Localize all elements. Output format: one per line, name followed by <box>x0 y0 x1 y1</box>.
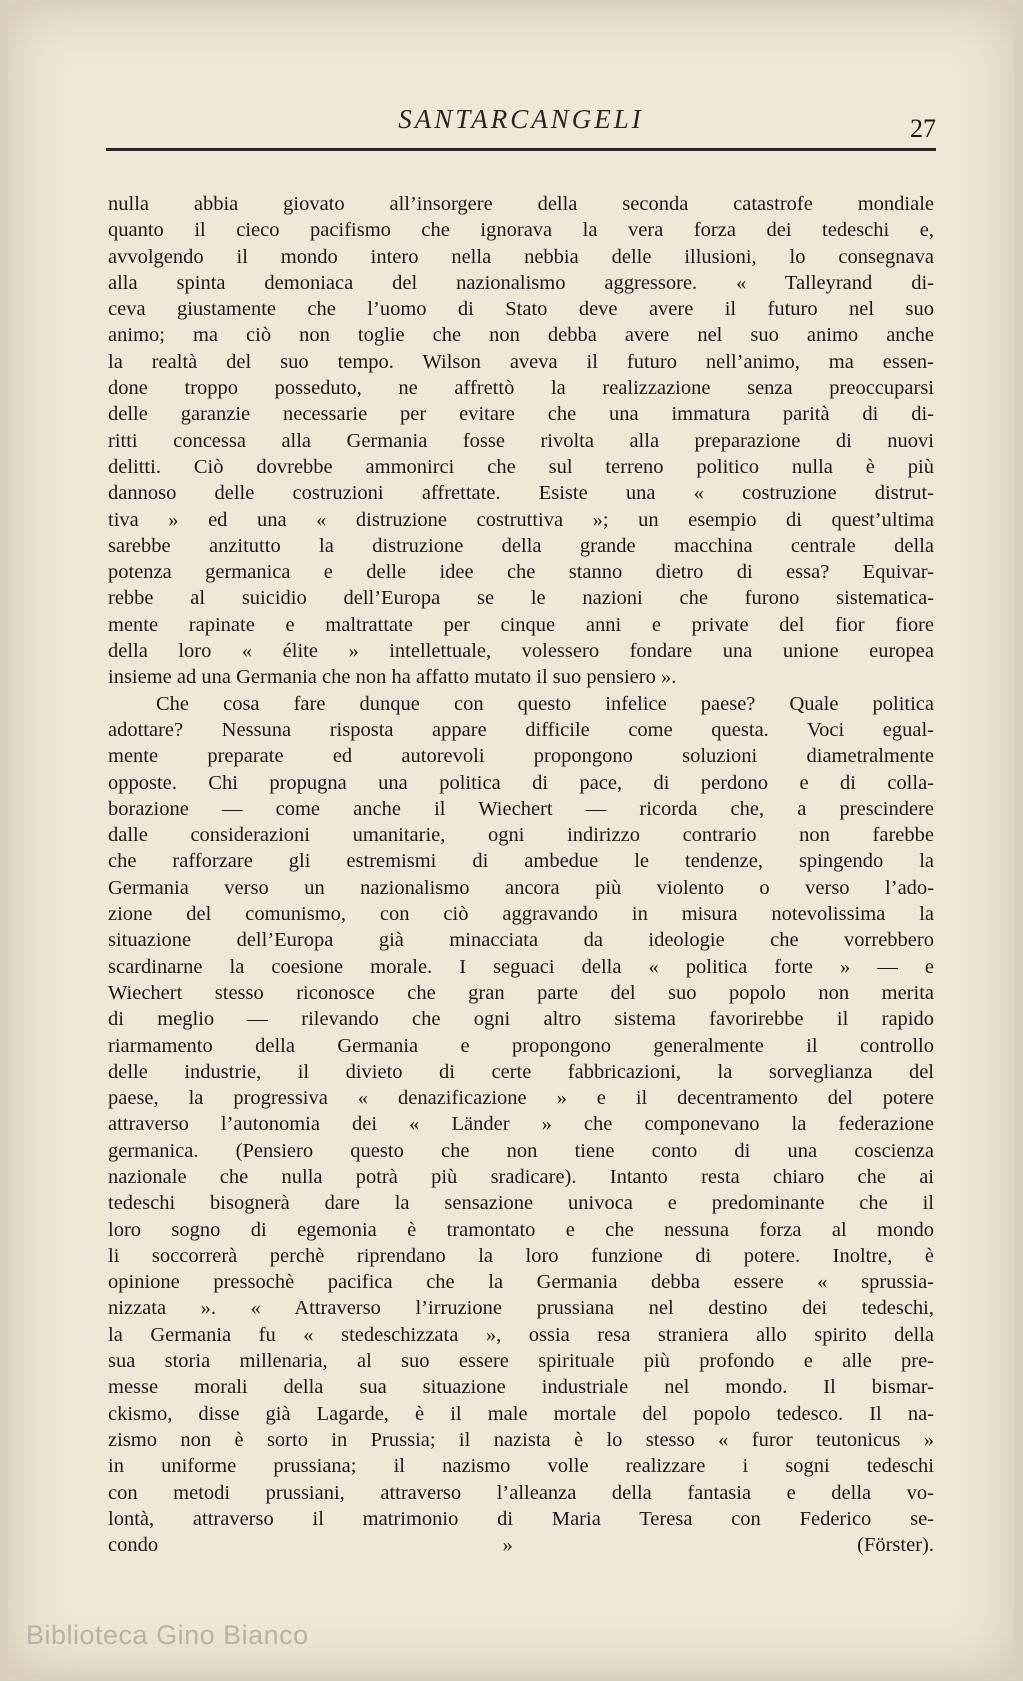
text-line: situazione dell’Europa già minacciata da ideologie che vorrebbero <box>108 929 934 952</box>
text-line: germanica. (Pensiero questo che non tiene conto di una coscienza <box>108 1139 934 1162</box>
text-line: lontà, attraverso il matrimonio di Maria Teresa con Federico se- <box>108 1507 934 1530</box>
text-line: Che cosa fare dunque con questo infelice paese? Quale politica <box>156 692 934 715</box>
text-line: potenza germanica e delle idee che stanno dietro di essa? Equivar- <box>108 561 934 584</box>
text-line: insieme ad una Germania che non ha affatto mutato il suo pensiero ». <box>108 666 677 689</box>
text-line: nulla abbia giovato all’insorgere della seconda catastrofe mondiale <box>108 193 934 215</box>
text-line: che rafforzare gli estremismi di ambedue le tendenze, spingendo la <box>108 850 934 873</box>
text-line: nizzata ». « Attraverso l’irruzione prussiana nel destino dei tedeschi, <box>108 1297 934 1320</box>
text-line: quanto il cieco pacifismo che ignorava la vera forza dei tedeschi e, <box>108 219 934 242</box>
text-line: zismo non è sorto in Prussia; il nazista è lo stesso « furor teutonicus » <box>108 1428 934 1451</box>
text-line: rebbe al suicidio dell’Europa se le nazioni che furono sistematica- <box>108 587 934 610</box>
text-line: avvolgendo il mondo intero nella nebbia delle illusioni, lo consegnava <box>108 245 934 268</box>
text-line: nazionale che nulla potrà più sradicare). Intanto resta chiaro che ai <box>108 1165 934 1188</box>
text-line: opposte. Chi propugna una politica di pace, di perdono e di colla- <box>108 771 934 794</box>
text-line: mente rapinate e maltrattate per cinque anni e private del fior fiore <box>108 613 934 636</box>
text-line: zione del comunismo, con ciò aggravando in misura notevolissima la <box>108 903 934 926</box>
text-line: paese, la progressiva « denazificazione » e il decentramento del potere <box>108 1087 934 1110</box>
text-line: delle industrie, il divieto di certe fabbricazioni, la sorveglianza del <box>108 1060 934 1083</box>
running-title: SANTARCANGELI <box>398 104 644 134</box>
book-page <box>8 6 1014 1674</box>
text-line: messe morali della sua situazione industriale nel mondo. Il bismar- <box>108 1376 934 1399</box>
text-line: Germania verso un nazionalismo ancora più violento o verso l’ado- <box>108 876 934 899</box>
text-line: riarmamento della Germania e propongono generalmente il controllo <box>108 1034 934 1057</box>
running-head <box>106 102 936 146</box>
text-line: animo; ma ciò non toglie che non debba avere nel suo animo anche <box>108 324 934 347</box>
header-rule <box>106 148 936 151</box>
text-line: con metodi prussiani, attraverso l’alleanza della fantasia e della vo- <box>108 1481 934 1504</box>
text-line: mente preparate ed autorevoli propongono soluzioni diametralmente <box>108 745 934 768</box>
text-line: borazione — come anche il Wiechert — ricorda che, a prescindere <box>108 797 934 820</box>
text-line: ckismo, disse già Lagarde, è il male mortale del popolo tedesco. Il na- <box>108 1402 934 1425</box>
text-line: delitti. Ciò dovrebbe ammonirci che sul terreno politico nulla è più <box>108 455 934 478</box>
watermark: Biblioteca Gino Bianco <box>26 1620 309 1650</box>
text-line: sarebbe anzitutto la distruzione della grande macchina centrale della <box>108 534 934 557</box>
text-line: delle garanzie necessarie per evitare che una immatura parità di di- <box>108 403 934 426</box>
text-line: attraverso l’autonomia dei « Länder » che componevano la federazione <box>108 1113 934 1136</box>
text-line: alla spinta demoniaca del nazionalismo aggressore. « Talleyrand di- <box>108 271 934 294</box>
text-line: ritti concessa alla Germania fosse rivolta alla preparazione di nuovi <box>108 429 934 452</box>
text-line: di meglio — rilevando che ogni altro sistema favorirebbe il rapido <box>108 1008 934 1031</box>
text-line: ceva giustamente che l’uomo di Stato deve avere il futuro nel suo <box>108 298 934 321</box>
text-line: sua storia millenaria, al suo essere spirituale più profondo e alle pre- <box>108 1350 934 1373</box>
text-line: della loro « élite » intellettuale, volessero fondare una unione europea <box>108 640 934 663</box>
text-line: li soccorrerà perchè riprendano la loro funzione di potere. Inoltre, è <box>108 1244 934 1267</box>
page-number: 27 <box>910 114 936 143</box>
text-line: la realtà del suo tempo. Wilson aveva il futuro nell’animo, ma essen- <box>108 350 934 373</box>
text-line: dalle considerazioni umanitarie, ogni indirizzo contrario non farebbe <box>108 824 934 847</box>
text-line: in uniforme prussiana; il nazismo volle realizzare i sogni tedeschi <box>108 1455 934 1478</box>
text-line: tiva » ed una « distruzione costruttiva »; un esempio di quest’ultima <box>108 508 934 531</box>
text-line: opinione pressochè pacifica che la Germania debba essere « sprussia- <box>108 1271 934 1294</box>
text-line: Wiechert stesso riconosce che gran parte del suo popolo non merita <box>108 981 934 1004</box>
text-line: done troppo posseduto, ne affrettò la realizzazione senza preoccuparsi <box>108 377 934 400</box>
text-line: loro sogno di egemonia è tramontato e che nessuna forza al mondo <box>108 1218 934 1241</box>
text-line: scardinarne la coesione morale. I seguaci della « politica forte » — e <box>108 955 934 978</box>
text-line: condo » (Förster). <box>108 1534 934 1557</box>
text-line: dannoso delle costruzioni affrettate. Esiste una « costruzione distrut- <box>108 482 934 505</box>
text-line: tedeschi bisognerà dare la sensazione univoca e predominante che il <box>108 1192 934 1215</box>
text-line: la Germania fu « stedeschizzata », ossia resa straniera allo spirito della <box>108 1323 934 1346</box>
text-line: adottare? Nessuna risposta appare difficile come questa. Voci egual- <box>108 718 934 741</box>
body-text <box>108 191 934 1558</box>
